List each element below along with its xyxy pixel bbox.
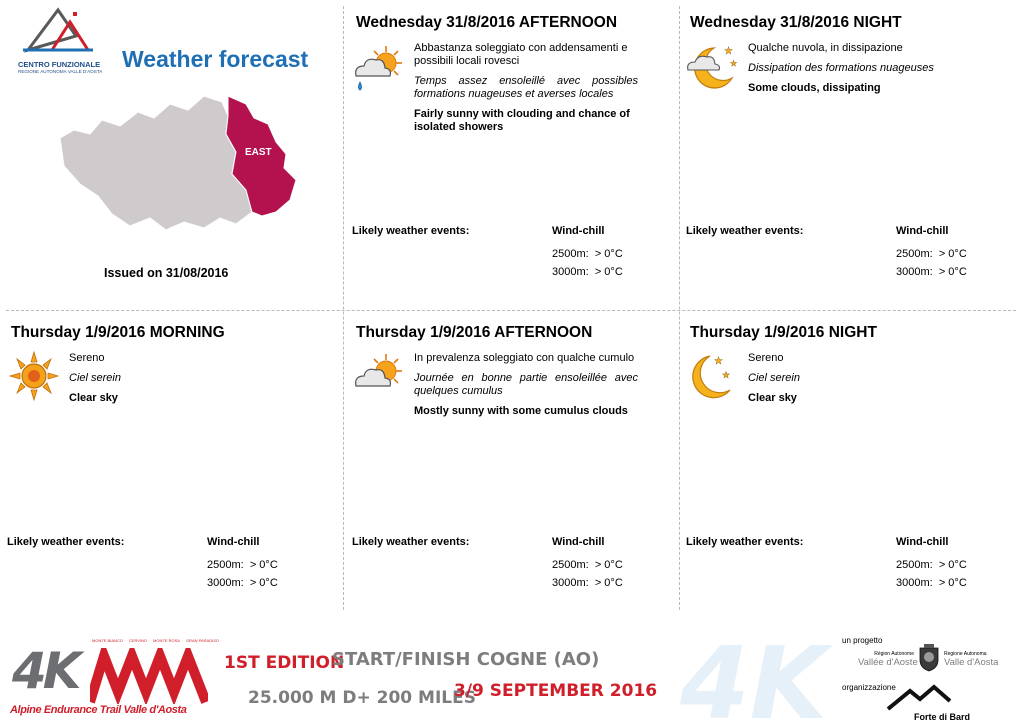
forecast-text [748, 352, 972, 412]
wind-chill-label: Wind-chill [552, 536, 605, 548]
logo-subtitle: REGIONE AUTONOMA VALLE D'AOSTA [18, 69, 103, 74]
panel-title: Thursday 1/9/2016 AFTERNOON [356, 324, 593, 341]
partner-small: Regione Autonoma [944, 651, 987, 657]
temp-3000 [896, 574, 967, 592]
svg-text:★: ★ [724, 46, 733, 57]
edition-label: 1ST EDITION [224, 653, 345, 673]
wind-chill-label: Wind-chill [896, 225, 949, 237]
temp-2500 [552, 245, 623, 263]
peak-label: CERVINO [128, 638, 148, 643]
forecast-text-french: Dissipation des formations nuageuses [748, 62, 934, 74]
wind-chill-label: Wind-chill [896, 536, 949, 548]
sun-cloud-icon [348, 350, 404, 402]
moon-cloud-icon [684, 40, 740, 92]
partner-vallee-aoste [858, 651, 918, 668]
partner-name: Valle d'Aosta [944, 657, 999, 668]
map-east-label: EAST [245, 147, 272, 158]
forecast-text [748, 42, 972, 102]
temp-2500-label: 2500m: [896, 559, 933, 571]
forecast-text-english: Mostly sunny with some cumulus clouds [414, 405, 628, 417]
forecast-text-english: Clear sky [748, 392, 797, 404]
forte-di-bard-logo-icon [886, 683, 952, 711]
forecast-text-french: Ciel serein [748, 372, 800, 384]
watermark-4k-icon [680, 628, 840, 723]
forecast-text-french: Journée en bonne partie ensoleillée avec quelques cumulus [414, 372, 638, 397]
project-label: un progetto [842, 636, 883, 645]
likely-events-label: Likely weather events: [686, 536, 804, 548]
temp-2500-label: 2500m: [896, 248, 933, 260]
temp-2500-value: > 0°C [938, 559, 967, 571]
temp-2500-value: > 0°C [594, 559, 623, 571]
start-finish-label: START/FINISH COGNE (AO) [332, 649, 600, 670]
forecast-text-italian: In prevalenza soleggiato con qualche cumulo [414, 352, 635, 364]
temp-3000 [207, 574, 278, 592]
likely-events-label: Likely weather events: [352, 536, 470, 548]
divider-vertical-2 [679, 6, 680, 610]
map-west-region [60, 96, 252, 230]
partner-name: Vallée d'Aoste [858, 657, 918, 668]
likely-events-label: Likely weather events: [686, 225, 804, 237]
forecast-text [414, 352, 638, 425]
wind-chill-label: Wind-chill [207, 536, 260, 548]
temp-2500 [552, 556, 623, 574]
svg-text:★: ★ [714, 356, 723, 367]
centro-funzionale-logo-icon [18, 6, 108, 54]
forecast-text-italian: Sereno [748, 352, 784, 364]
temp-3000 [896, 263, 967, 281]
temp-2500-value: > 0°C [249, 559, 278, 571]
issued-date: Issued on 31/08/2016 [104, 266, 229, 280]
temp-3000-value: > 0°C [594, 577, 623, 589]
peak-label: MONTE BIANCO [92, 638, 123, 643]
forecast-text-english: Clear sky [69, 392, 118, 404]
forecast-text-french: Ciel serein [69, 372, 121, 384]
temp-3000-label: 3000m: [207, 577, 244, 589]
temp-2500-value: > 0°C [594, 248, 623, 260]
temp-2500-label: 2500m: [207, 559, 244, 571]
temp-3000-label: 3000m: [896, 577, 933, 589]
regional-coat-of-arms-icon [918, 644, 940, 672]
panel-title: Thursday 1/9/2016 NIGHT [690, 324, 877, 341]
temp-3000 [552, 263, 623, 281]
sun-cloud-rain-icon [348, 42, 404, 94]
forecast-text-english: Fairly sunny with clouding and chance of isolated showers [414, 108, 630, 133]
forecast-text [414, 42, 638, 141]
organizer-name: Forte di Bard [914, 712, 971, 722]
forecast-text-italian: Qualche nuvola, in dissipazione [748, 42, 903, 54]
logo-name: CENTRO FUNZIONALE [18, 60, 101, 69]
svg-text:★: ★ [722, 370, 731, 380]
partner-valle-aosta [944, 651, 1000, 668]
svg-text:★: ★ [730, 59, 738, 68]
sun-icon [6, 350, 62, 402]
temp-2500-label: 2500m: [552, 248, 589, 260]
svg-text:4K: 4K [680, 628, 828, 723]
4k-logo [10, 636, 219, 722]
panel-title: Wednesday 31/8/2016 AFTERNOON [356, 14, 618, 31]
logo-peaks [92, 638, 219, 643]
panel-title: Wednesday 31/8/2016 NIGHT [690, 14, 902, 31]
likely-events-label: Likely weather events: [7, 536, 125, 548]
page-title: Weather forecast [122, 46, 309, 72]
temp-3000-value: > 0°C [938, 577, 967, 589]
partner-small: Région Autonome [874, 651, 914, 657]
temp-3000-label: 3000m: [552, 577, 589, 589]
temp-3000-value: > 0°C [594, 266, 623, 278]
region-map [50, 90, 300, 252]
temp-3000 [552, 574, 623, 592]
temp-2500 [896, 245, 967, 263]
logo-centro-funzionale [18, 6, 108, 72]
logo-letters: 4K [12, 642, 78, 700]
race-name: Alpine Endurance Trail Valle d'Aosta [10, 704, 187, 716]
peak-label: GRAN PARADISO [185, 638, 219, 643]
forecast-text [69, 352, 293, 412]
temp-2500-value: > 0°C [938, 248, 967, 260]
temp-3000-label: 3000m: [896, 266, 933, 278]
temp-2500-label: 2500m: [552, 559, 589, 571]
likely-events-label: Likely weather events: [352, 225, 470, 237]
forecast-text-french: Temps assez ensoleillé avec possibles formations nuageuses et averses locales [414, 75, 638, 100]
moon-stars-icon [684, 350, 740, 402]
temp-2500 [896, 556, 967, 574]
temp-3000-value: > 0°C [249, 577, 278, 589]
organization-label: organizzazione [842, 683, 896, 692]
wind-chill-label: Wind-chill [552, 225, 605, 237]
temp-3000-label: 3000m: [552, 266, 589, 278]
panel-title: Thursday 1/9/2016 MORNING [11, 324, 225, 341]
temp-2500 [207, 556, 278, 574]
forecast-text-italian: Sereno [69, 352, 105, 364]
forecast-text-english: Some clouds, dissipating [748, 82, 881, 94]
distance-label: 25.000 M D+ 200 MILES [248, 688, 476, 708]
divider-vertical-1 [343, 6, 344, 610]
divider-horizontal [6, 310, 1016, 311]
forecast-text-italian: Abbastanza soleggiato con addensamenti e possibili locali rovesci [414, 42, 628, 67]
peak-label: MONTE ROSA [153, 638, 180, 643]
temp-3000-value: > 0°C [938, 266, 967, 278]
logo-mountains-icon [90, 648, 208, 704]
dates-label: 3/9 SEPTEMBER 2016 [454, 681, 658, 701]
